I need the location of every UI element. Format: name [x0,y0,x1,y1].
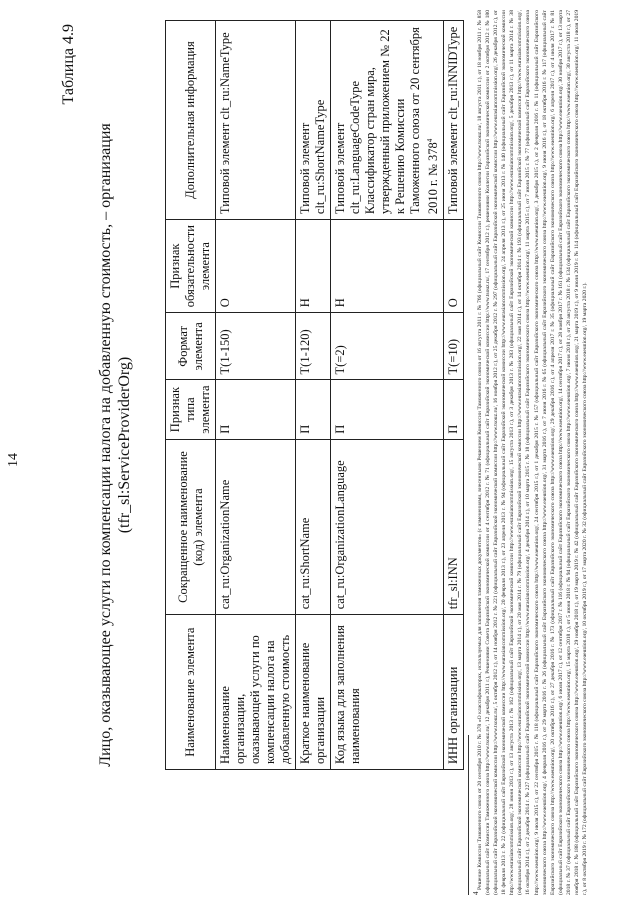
footnote-text: Решение Комиссии Таможенного союза от 20 сентября 2010 г. № 378 «О классификаторах, используемых для заполнения таможенных документов» (с изменениями, внесенными Решением Комиссии Таможенного союза от 16 августа 2011 г. № 766 (официальный сайт Комиссии Таможенного союза http://www.tsouz.ru/, 18 августа 2011 г.), от 18 ноября 2011 г. № 858 (официальный сайт Комиссии Таможенного союза http://www.tsouz.ru/, 12 декабря 2011 г.), Решениями Совета Евразийской экономической комиссии от 4 сентября 2012 г. № 71 (официальный сайт Евразийской экономической комиссии http://www.tsouz.ru/, 17 сентября 2012 г.), решениями Коллегии Евразийской экономической комиссии от 2 октября 2012 г. № 180 (официальный сайт Евразийской экономической комиссии http://www.tsouz.ru/, 5 октября 2012 г.), от 14 ноября 2012 г. № 221 (официальный сайт Евразийской экономической комиссии http://www.tsouz.ru/, 16 ноября 2012 г.), от 25 декабря 2012 г. № 297 (официальный сайт Евразийской экономической комиссии http://www.eurasiancommission.org/, 26 декабря 2012 г.), от 18 февраля 2013 г. № 22 (официальный сайт Евразийской экономической комиссии http://www.eurasiancommission.org/, 20 февраля 2013 г.), от 23 апреля 2013 г. № 94 (официальный сайт Евразийской экономической комиссии http://www.eurasiancommission.org/, 24 апреля 2013 г.), от 25 июня 2013 г. № 140 (официальный сайт Евразийской экономической комиссии http://www.eurasiancommission.org/, 28 июня 2013 г.), от 13 августа 2013 г. № 162 (официальный сайт Евразийской экономической комиссии http://www.eurasiancommission.org/, 15 августа 2013 г.), от 3 декабря 2013 г. № 283 (официальный сайт Евразийской экономической комиссии http://www.eurasiancommission.org/, 5 декабря 2013 г.), от 11 марта 2014 г. № 38 (официальный сайт Евразийской экономической комиссии http://www.eurasiancommission.org/, 13 марта 2014 г.), от 20 мая 2014 г. № 79 (официальный сайт Евразийской экономической комиссии http://www.eurasiancommission.org/, 22 мая 2014 г.), от 14 октября 2014 г. № 193 (официальный сайт Евразийской экономической комиссии http://www.eurasiancommission.org/, 16 октября 2014 г.), от 2 декабря 2014 г. № 227 (официальный сайт Евразийской экономической комиссии http://www.eurasiancommission.org/, 4 декабря 2014 г.), от 10 марта 2015 г. № 18 (официальный сайт Евразийского экономического союза http://www.eaeunion.org/, 11 марта 2015 г.), от 7 июля 2015 г. № 77 (официальный сайт Евразийского экономического союза http://www.eaeunion.org/, 9 июля 2015 г.), от 22 сентября 2015 г. № 118 (официальный сайт Евразийского экономического союза http://www.eaeunion.org/, 24 сентября 2015 г.), от 1 декабря 2015 г. № 157 (официальный сайт Евразийского экономического союза http://www.eaeunion.org/, 3 декабря 2015 г.), от 2 февраля 2016 г. № 11 (официальный сайт Евразийского экономического союза http://www.eaeunion.org/, 4 февраля 2016 г.), от 29 марта 2016 г. № 26 (официальный сайт Евразийского экономического союза http://www.eaeunion.org/, 31 марта 2016 г.), от 7 июня 2016 г. № 65 (официальный сайт Евразийского экономического союза http://www.eaeunion.org/, 9 июня 2016 г.), от 18 октября 2016 г. № 117 (официальный сайт Евразийского экономического союза http://www.eaeunion.org/, 20 октября 2016 г.), от 27 декабря 2016 г. № 173 (официальный сайт Евразийского экономического союза http://www.eaeunion.org/, 29 декабря 2016 г.), от 4 апреля 2017 г. № 35 (официальный сайт Евразийского экономического союза http://www.eaeunion.org/, 6 апреля 2017 г.), от 4 июля 2017 г. № 81 (официальный сайт Евразийского экономического союза http://www.eaeunion.org/, 6 июля 2017 г.), от 12 сентября 2017 г. № 116 (официальный сайт Евразийского экономического союза http://www.eaeunion.org/, 14 сентября 2017 г.), от 28 ноября 2017 г. № 161 (официальный сайт Евразийского экономического союза http://www.eaeunion.org/, 30 ноября 2017 г.), от 13 марта 2018 г. № 37 (официальный сайт Евразийского экономического союза http://www.eaeunion.org/, 15 марта 2018 г.), от 5 июня 2018 г. № 94 (официальный сайт Евразийского экономического союза http://www.eaeunion.org/, 7 июня 2018 г.), от 28 августа 2018 г. № 134 (официальный сайт Евразийского экономического союза http://www.eaeunion.org/, 30 августа 2018 г.), от 27 ноября 2018 г. № 188 (официальный сайт Евразийского экономического союза http://www.eaeunion.org/, 29 ноября 2018 г.), от 19 марта 2019 г. № 42 (официальный сайт Евразийского экономического союза http://www.eaeunion.org/, 21 марта 2019 г.), от 9 июля 2019 г. № 114 (официальный сайт Евразийского экономического союза http://www.eaeunion.org/, 11 июля 2019 г.), от 8 октября 2019 г. № 172 (официальный сайт Евразийского экономического союза http://www.eaeunion.org/, 10 октября 2019 г.), от 17 марта 2020 г. № 32 (официальный сайт Евразийского экономического союза http://www.eaeunion.org/, 19 марта 2020 г.). [476,10,589,895]
footnote-marker: 4 [472,891,480,895]
info-line: clt_ru:LanguageCodeType [348,80,362,215]
cell-required: Н [296,220,331,313]
cell-code: tfr_sl:INN [444,439,464,615]
cell-required: О [216,220,296,313]
cell-name: Наименование организации, оказывающей услуги по компенсации налога на добавленную стоимость [216,615,296,770]
cell-info [296,21,331,220]
cell-info [331,21,444,220]
table-title [96,95,134,795]
footnote [472,10,589,895]
cell-format: T(1-120) [296,313,331,380]
cell-kind: П [296,380,331,439]
element-table [165,20,464,770]
table-row [444,21,464,770]
table-header-row [166,21,216,770]
header-element-code: Сокращенное наименование (код) элемента [166,439,216,615]
footnote-separator [468,735,469,895]
cell-name: Код языка для заполнения наименования [331,615,444,770]
header-element-format: Формат элемента [166,313,216,380]
table-row [296,21,331,770]
cell-code: cat_ru:OrganizationName [216,439,296,615]
info-classifier-text: Классификатор стран мира, утвержденный приложением № 22 к Решению Комиссии Таможенного союза от 20 сентября 2010 г. № 378 [363,27,441,215]
cell-format: T(1-150) [216,313,296,380]
cell-name: Краткое наименование организации [296,615,331,770]
header-additional-info: Дополнительная информация [166,21,216,220]
table-row [216,21,296,770]
footnote-reference: 4 [426,138,434,143]
info-line: clt_ru:ShortNameType [313,99,327,215]
cell-kind: П [444,380,464,439]
cell-info [216,21,296,220]
cell-required: О [444,220,464,313]
title-line-2: (tfr_sl:ServiceProviderOrg) [116,356,133,534]
info-line: Типовой элемент [298,122,312,215]
cell-format: T(=2) [331,313,444,380]
cell-kind: П [216,380,296,439]
title-line-1: Лицо, оказывающее услуги по компенсации налога на добавленную стоимость, – организация [97,123,114,767]
table-row [331,21,444,770]
header-element-required: Признак обязательности элемента [166,220,216,313]
info-line [363,26,441,214]
header-element-name: Наименование элемента [166,615,216,770]
cell-name: ИНН организации [444,615,464,770]
table-label: Таблица 4.9 [60,24,77,105]
cell-code: cat_ru:OrganizationLanguage [331,439,444,615]
info-line: Типовой элемент clt_ru:INNIDType [446,26,461,215]
cell-required: Н [331,220,444,313]
cell-kind: П [331,380,444,439]
cell-format: T(=10) [444,313,464,380]
cell-code: cat_ru:ShortName [296,439,331,615]
header-element-kind: Признак типа элемента [166,380,216,439]
info-line: Типовой элемент clt_ru:NameType [218,32,232,215]
page-number: 14 [6,453,21,467]
cell-info [444,21,464,220]
info-line: Типовой элемент [333,122,347,215]
